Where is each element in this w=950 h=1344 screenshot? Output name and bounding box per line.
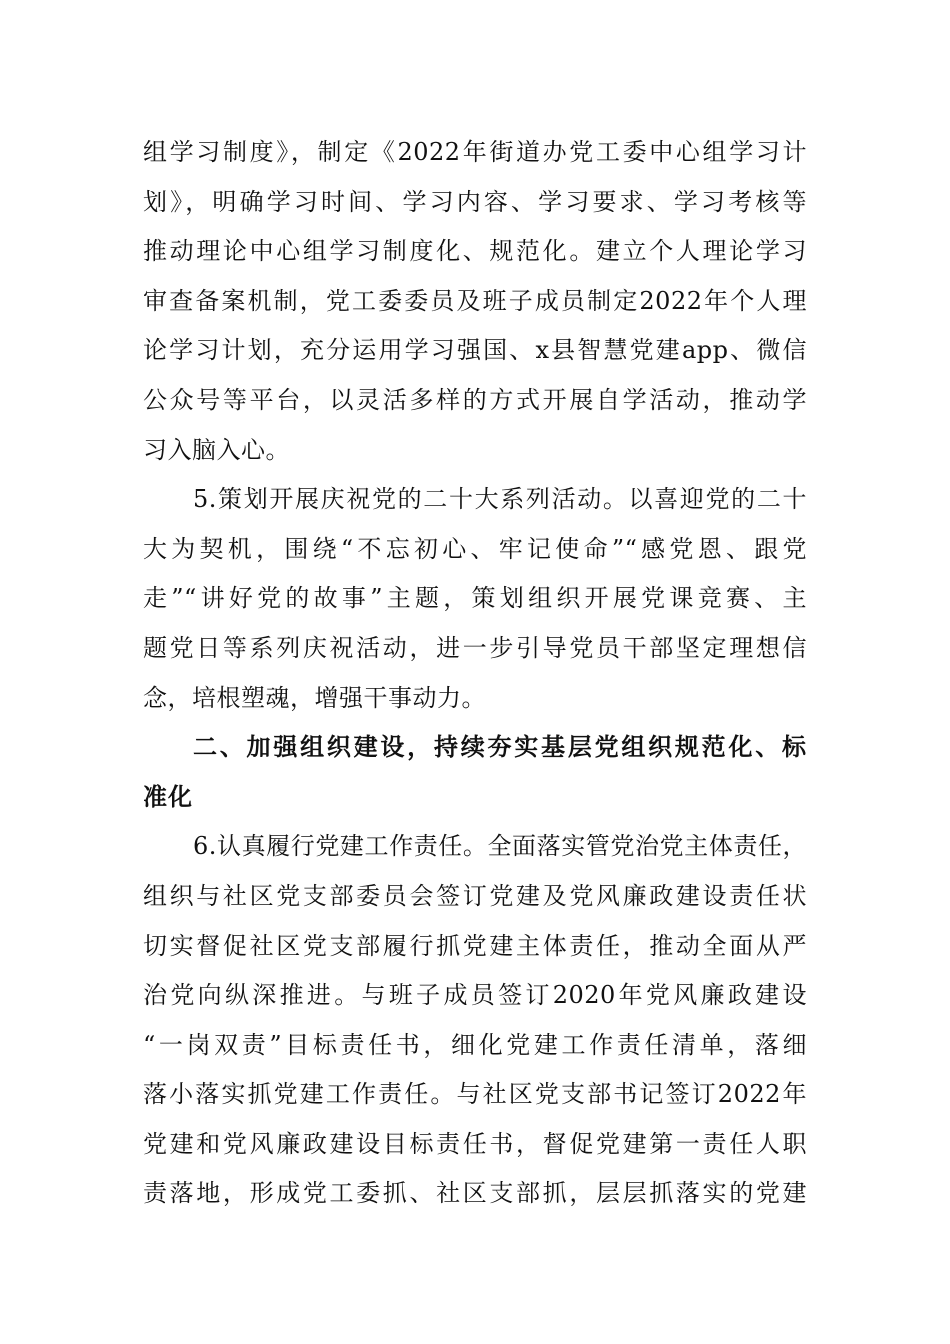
text-line: 论学习计划，充分运用学习强国、x县智慧党建app、微信 (143, 336, 807, 365)
text-line: 6.认真履行党建工作责任。全面落实管党治党主体责任， (193, 832, 807, 861)
paragraph-party-building-responsibility (143, 822, 807, 1219)
text-line: 组学习制度》，制定《2022年街道办党工委中心组学习计 (143, 138, 807, 166)
text-line: 落小落实抓党建工作责任。与社区党支部书记签订2022年 (143, 1080, 807, 1109)
text-line: 推动理论中心组学习制度化、规范化。建立个人理论学习 (143, 237, 807, 266)
text-line: 题党日等系列庆祝活动，进一步引导党员干部坚定理想信 (143, 633, 807, 662)
paragraph-celebration-activities (143, 475, 807, 723)
heading-line: 二、加强组织建设，持续夯实基层党组织规范化、标 (193, 733, 807, 762)
text-line: 走”“讲好党的故事”主题，策划组织开展党课竞赛、主 (143, 584, 807, 613)
document-body (143, 128, 807, 1219)
section-heading (143, 723, 807, 822)
text-line: 划》，明确学习时间、学习内容、学习要求、学习考核等 (143, 187, 807, 216)
paragraph-study-system (143, 128, 807, 475)
heading-line: 准化 (143, 782, 193, 811)
text-line: “一岗双责”目标责任书，细化党建工作责任清单，落细 (143, 1030, 807, 1059)
text-line: 大为契机，围绕“不忘初心、牢记使命”“感党恩、跟党 (143, 534, 807, 563)
text-line: 治党向纵深推进。与班子成员签订2020年党风廉政建设 (143, 981, 807, 1010)
text-line: 党建和党风廉政建设目标责任书，督促党建第一责任人职 (143, 1129, 807, 1158)
text-line: 审查备案机制，党工委委员及班子成员制定2022年个人理 (143, 286, 807, 315)
text-line: 组织与社区党支部委员会签订党建及党风廉政建设责任状 (143, 881, 807, 910)
text-line: 切实督促社区党支部履行抓党建主体责任，推动全面从严 (143, 931, 807, 960)
text-line: 5.策划开展庆祝党的二十大系列活动。以喜迎党的二十 (193, 485, 807, 514)
text-line: 责落地，形成党工委抓、社区支部抓，层层抓落实的党建 (143, 1179, 807, 1208)
text-line: 习入脑入心。 (143, 435, 290, 464)
text-line: 公众号等平台，以灵活多样的方式开展自学活动，推动学 (143, 385, 807, 414)
text-line: 念，培根塑魂，增强干事动力。 (143, 683, 486, 712)
